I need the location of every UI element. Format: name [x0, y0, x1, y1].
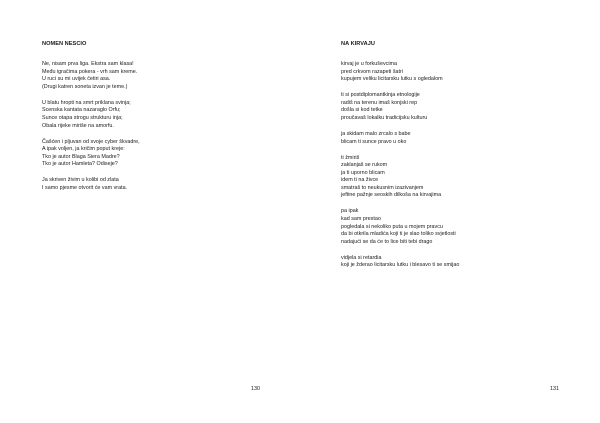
stanza	[341, 61, 571, 84]
verse-line: Ja skriven živim u kolibi od zlata	[42, 177, 119, 184]
verse-line: došla si kod tetke	[341, 107, 383, 114]
verse-line: Tko je autor Hamleta? Odiseje?	[42, 161, 118, 168]
stanza	[42, 177, 262, 192]
verse-line: Među igračima pokera - vrh sam kreme.	[42, 68, 138, 75]
verse-line: ja skidam malo zrcalo s babe	[341, 130, 411, 137]
verse-line: Obala rijeke miriše na amorfu.	[42, 122, 114, 129]
right-page	[300, 0, 600, 423]
verse-line: koji je žderao licitarsku lutku i blesavo ti se smijao	[341, 262, 460, 269]
verse-line: ja ti uporno blicam	[341, 169, 385, 176]
verse-line: vidjela si retardia	[341, 254, 382, 261]
stanza	[341, 92, 571, 122]
stanza	[341, 155, 571, 201]
verse-line: Ne, nisam prva liga. Ekstra sam klasa!	[42, 61, 134, 67]
verse-line: jeftine pažnje seoskih dilkoša na kirvajima	[341, 192, 442, 199]
stanza	[42, 61, 262, 91]
verse-line: smatraš to neukusnim izazivanjem	[341, 184, 424, 191]
verse-line: kad sam prestao	[341, 216, 381, 223]
verse-line: U blatu hropti na smrt priklana svinja;	[42, 99, 131, 106]
verse-line: pogledala si nekoliko puta u mojem pravcu	[341, 223, 443, 230]
verse-line: pa ipak	[341, 208, 359, 215]
page-number: 131	[550, 386, 559, 392]
verse-line: ti si postdiplomantkinja etnologije	[341, 92, 420, 99]
stanza	[341, 255, 571, 270]
stanza	[42, 100, 262, 130]
verse-line: Čašćen i pljuvan od svoje cyber škvadre,	[42, 138, 140, 145]
verse-line: Scenska kantata nazaraglo Orfu;	[42, 107, 121, 114]
verse-line: kupujem veliku licitarsku lutku s ogledalom	[341, 76, 443, 83]
verse-line: ti žmiriš	[341, 154, 360, 161]
verse-line: blicam ti sunce pravo u oko	[341, 138, 407, 145]
verse-line: Sunce otapa strogu strukturu inja;	[42, 114, 123, 121]
verse-line: zaklanjaš se rukom	[341, 162, 388, 169]
poem-title: NOMEN NESCIO	[42, 41, 87, 47]
verse-line: radiš na terenu imaš konjski rep	[341, 99, 418, 106]
verse-line: proučavaš lokalku tradicijsku kulturu	[341, 114, 428, 121]
stanza	[42, 139, 262, 169]
verse-line: idem ti na živce	[341, 177, 379, 184]
verse-line: da bi otkrila mladića koji ti je slao toliko svjetlosti	[341, 231, 456, 238]
verse-line: A ipak voljen, ja kričim poput kreje:	[42, 146, 125, 153]
verse-line: kirvaj je u forkuševcima	[341, 61, 398, 67]
stanza	[341, 131, 571, 146]
verse-line: pred crkvom razapeti šatri	[341, 68, 404, 75]
page-number: 130	[251, 386, 260, 392]
poem-body	[42, 61, 262, 201]
poem-body	[341, 61, 571, 278]
verse-line: Tko je autor Blaga Siera Madre?	[42, 153, 120, 160]
stanza	[341, 208, 571, 246]
verse-line: U ruci su mi uvijek četiri asa.	[42, 76, 111, 83]
verse-line: nadajući se da će to lice biti tebi drago	[341, 238, 433, 245]
poem-title: NA KIRVAJU	[341, 41, 375, 47]
verse-line: (Drugi katren soneta izvan je teme.)	[42, 83, 128, 90]
verse-line: I samo pjesme otvorit će vam vrata.	[42, 184, 128, 191]
